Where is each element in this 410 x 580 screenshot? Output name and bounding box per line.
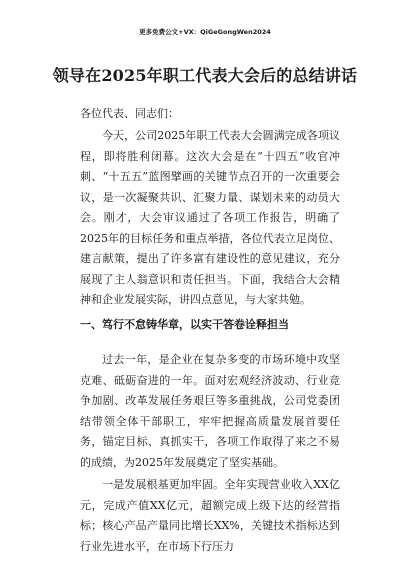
document-title: 领导在2025年职工代表大会后的总结讲话 xyxy=(52,66,358,85)
greeting: 各位代表、同志们： xyxy=(80,107,179,120)
section-heading-1: 一、笃行不怠铸华章，以实干答卷诠释担当 xyxy=(80,318,289,331)
intro-paragraph: 今天，公司2025年职工代表大会圆满完成各项议程，即将胜利闭幕。这次大会是在“十四五”收官冲刺、“十五五”蓝图擘画的关键节点召开的一次重要会议，是一次凝聚共识、汇聚力量、谋划未来的动员大会。刚才，大会审议通过了各项工作报告，明确了2025年的目标任务和重点举措，各位代表立足岗位、建言献策，提出了许多富有建设性的意见建议，充分展现了主人翁意识和责任担当。下面，我结合大会精神和企业发展实际，讲四点意见，与大家共勉。 xyxy=(80,129,340,306)
section1-paragraph-1: 过去一年，是企业在复杂多变的市场环境中攻坚克难、砥砺奋进的一年。面对宏观经济波动、行业竞争加剧、改革发展任务艰巨等多重挑战，公司党委团结带领全体干部职工，牢牢把握高质量发展首要任务，锚定目标、真抓实干，各项工作取得了来之不易的成绩，为2025年发展奠定了坚实基础。 xyxy=(80,353,340,469)
section1-paragraph-2: 一是发展根基更加牢固。全年实现营业收入XX亿元，完成产值XX亿元，超额完成上级下达的经营指标；核心产品产量同比增长XX%，关键技术指标达到行业先进水平，在市场下行压力 xyxy=(80,478,340,553)
promo-header: 更多免费公文+VX：QiGeGongWen2024 xyxy=(139,28,271,36)
